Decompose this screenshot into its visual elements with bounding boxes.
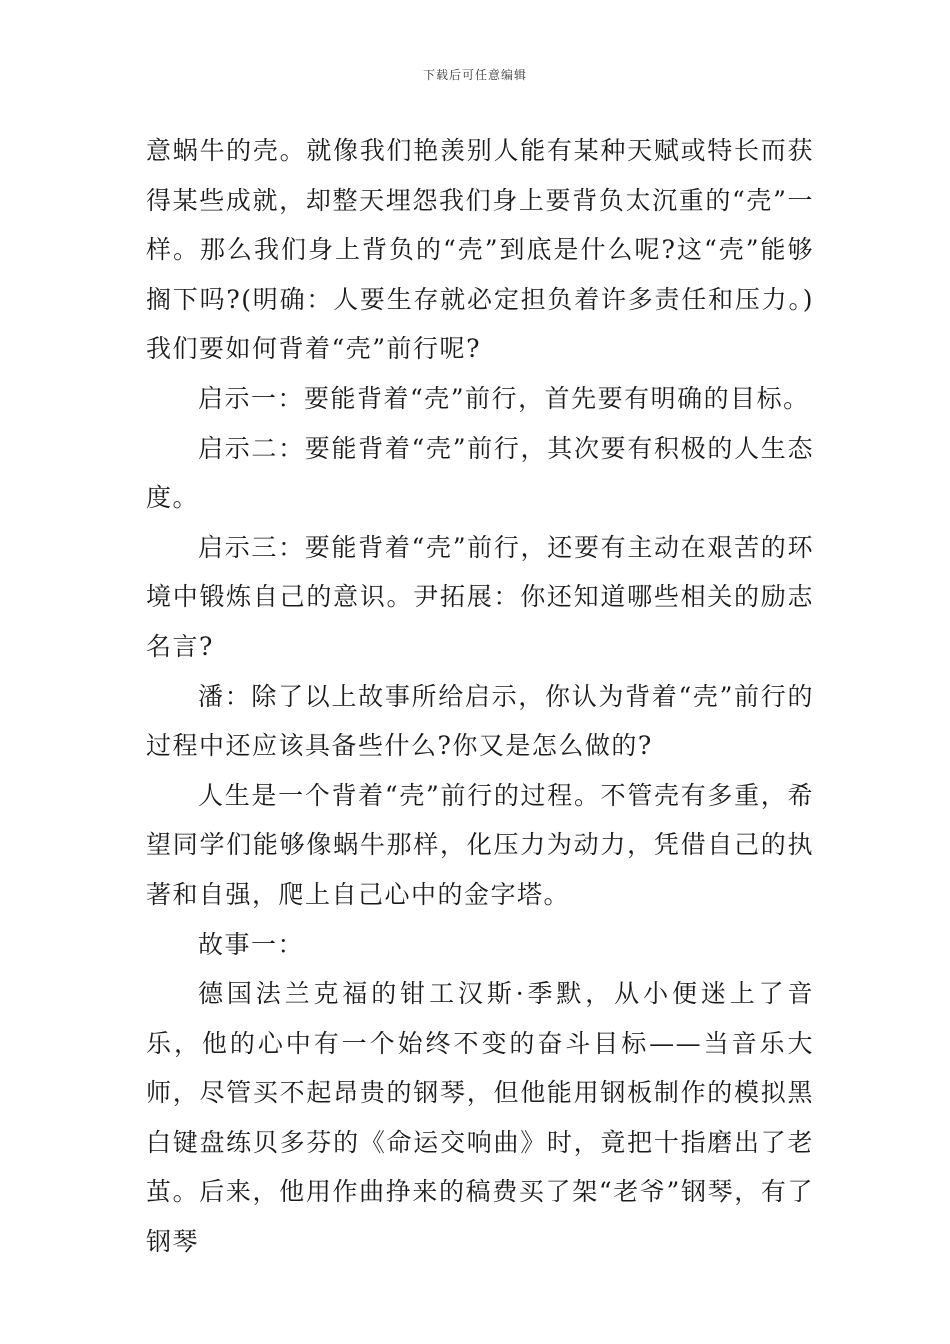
paragraph: 启示一：要能背着“壳”前行，首先要有明确的目标。 [198, 383, 810, 413]
document-body [146, 126, 814, 1267]
paragraph: 启示三：要能背着“壳”前行，还要有主动在艰苦的环境中锻炼自己的意识。尹拓展：你还知道哪些相关的励志名言? [146, 532, 814, 661]
paragraph: 德国法兰克福的钳工汉斯·季默，从小便迷上了音乐，他的心中有一个始终不变的奋斗目标——当音乐大师，尽管买不起昂贵的钢琴，但他能用钢板制作的模拟黑白键盘练贝多芬的《命运交响曲》时，竟把十指磨出了老茧。后来，他用作曲挣来的稿费买了架“老爷”钢琴，有了钢琴 [146, 979, 814, 1257]
paragraph: 启示二：要能背着“壳”前行，其次要有积极的人生态度。 [146, 433, 814, 513]
paragraph: 潘：除了以上故事所给启示，你认为背着“壳”前行的过程中还应该具备些什么?你又是怎么做的? [146, 681, 814, 761]
page-header: 下载后可任意编辑 [422, 68, 527, 82]
paragraph: 故事一： [198, 929, 305, 959]
paragraph: 意蜗牛的壳。就像我们艳羡别人能有某种天赋或特长而获得某些成就，却整天埋怨我们身上要背负太沉重的“壳”一样。那么我们身上背负的“壳”到底是什么呢?这“壳”能够搁下吗?(明确：人要生存就必定担负着许多责任和压力。)我们要如何背着“壳”前行呢? [146, 136, 814, 364]
paragraph: 人生是一个背着“壳”前行的过程。不管壳有多重，希望同学们能够像蜗牛那样，化压力为动力，凭借自己的执著和自强，爬上自己心中的金字塔。 [146, 780, 814, 909]
